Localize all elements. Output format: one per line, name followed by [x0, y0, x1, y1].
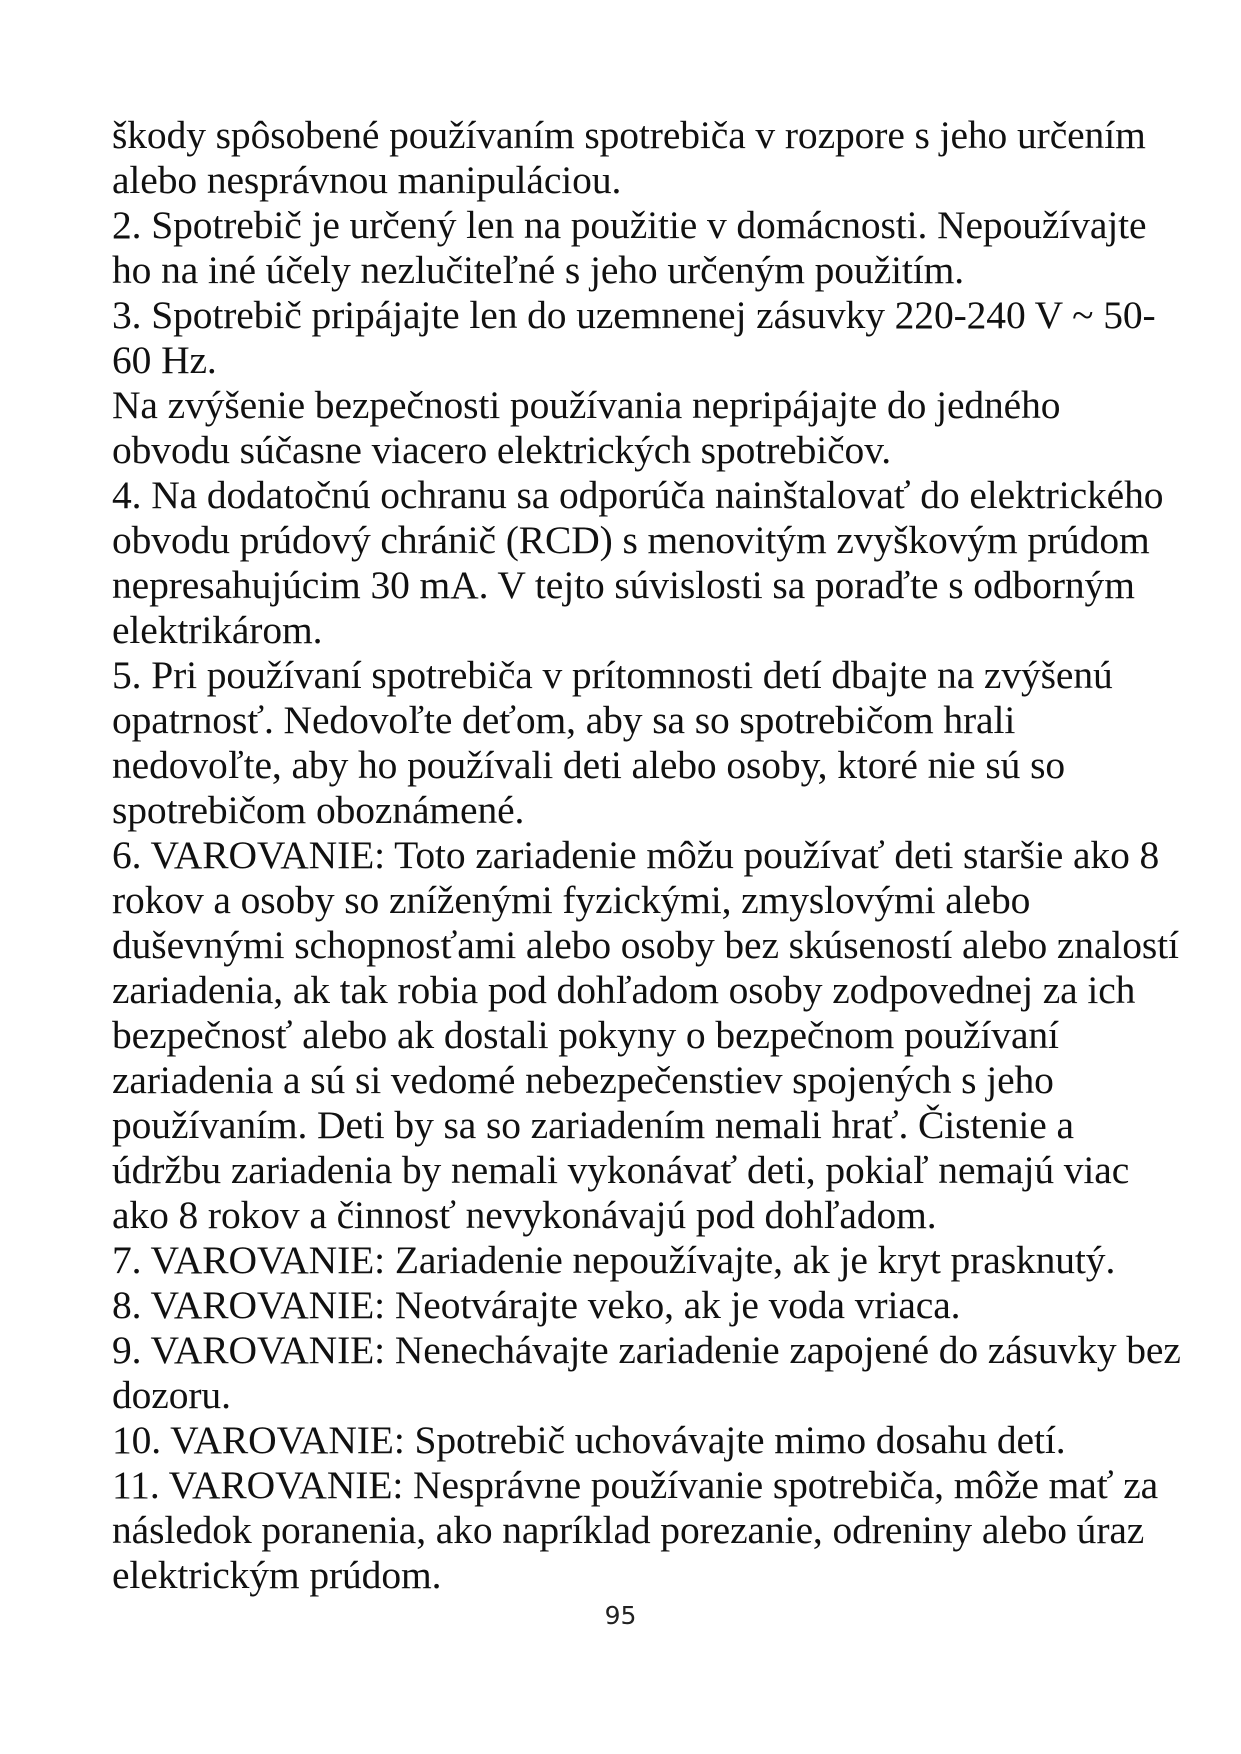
body-text	[112, 113, 1182, 1598]
paragraph-continuation: škody spôsobené používaním spotrebiča v rozpore s jeho určením alebo nesprávnou manipuláciou.	[112, 113, 1146, 202]
paragraph-item-4: 4. Na dodatočnú ochranu sa odporúča nainštalovať do elektrického obvodu prúdový chránič (RCD) s menovitým zvyškovým prúdom nepresahujúcim 30 mA. V tejto súvislosti sa poraďte s odborným elektrikárom.	[112, 473, 1164, 652]
paragraph-item-8: 8. VAROVANIE: Neotvárajte veko, ak je voda vriaca.	[112, 1283, 961, 1327]
paragraph-item-5: 5. Pri používaní spotrebiča v prítomnosti detí dbajte na zvýšenú opatrnosť. Nedovoľte deťom, aby sa so spotrebičom hrali nedovoľte, aby ho používali deti alebo osoby, ktoré nie sú so spotrebičom oboznámené.	[112, 653, 1113, 832]
page-number: 95	[604, 1601, 637, 1630]
paragraph-item-3: 3. Spotrebič pripájajte len do uzemnenej zásuvky 220-240 V ~ 50-60 Hz.	[112, 293, 1156, 382]
paragraph-item-10: 10. VAROVANIE: Spotrebič uchovávajte mimo dosahu detí.	[112, 1418, 1066, 1462]
paragraph-item-9: 9. VAROVANIE: Nenechávajte zariadenie zapojené do zásuvky bez dozoru.	[112, 1328, 1181, 1417]
paragraph-item-6: 6. VAROVANIE: Toto zariadenie môžu používať deti staršie ako 8 rokov a osoby so zníženými fyzickými, zmyslovými alebo duševnými schopnosťami alebo osoby bez skúseností alebo znalostí zariadenia, ak tak robia pod dohľadom osoby zodpovednej za ich bezpečnosť alebo ak dostali pokyny o bezpečnom používaní zariadenia a sú si vedomé nebezpečenstiev spojených s jeho používaním. Deti by sa so zariadením nemali hrať. Čistenie a údržbu zariadenia by nemali vykonávať deti, pokiaľ nemajú viac ako 8 rokov a činnosť nevykonávajú pod dohľadom.	[112, 833, 1179, 1237]
paragraph-safety-note: Na zvýšenie bezpečnosti používania nepripájajte do jedného obvodu súčasne viacero elektrických spotrebičov.	[112, 383, 1061, 472]
paragraph-item-11: 11. VAROVANIE: Nesprávne používanie spotrebiča, môže mať za následok poranenia, ako napríklad porezanie, odreniny alebo úraz elektrickým prúdom.	[112, 1463, 1159, 1597]
paragraph-item-7: 7. VAROVANIE: Zariadenie nepoužívajte, ak je kryt prasknutý.	[112, 1238, 1116, 1282]
paragraph-item-2: 2. Spotrebič je určený len na použitie v domácnosti. Nepoužívajte ho na iné účely nezlučiteľné s jeho určeným použitím.	[112, 203, 1147, 292]
